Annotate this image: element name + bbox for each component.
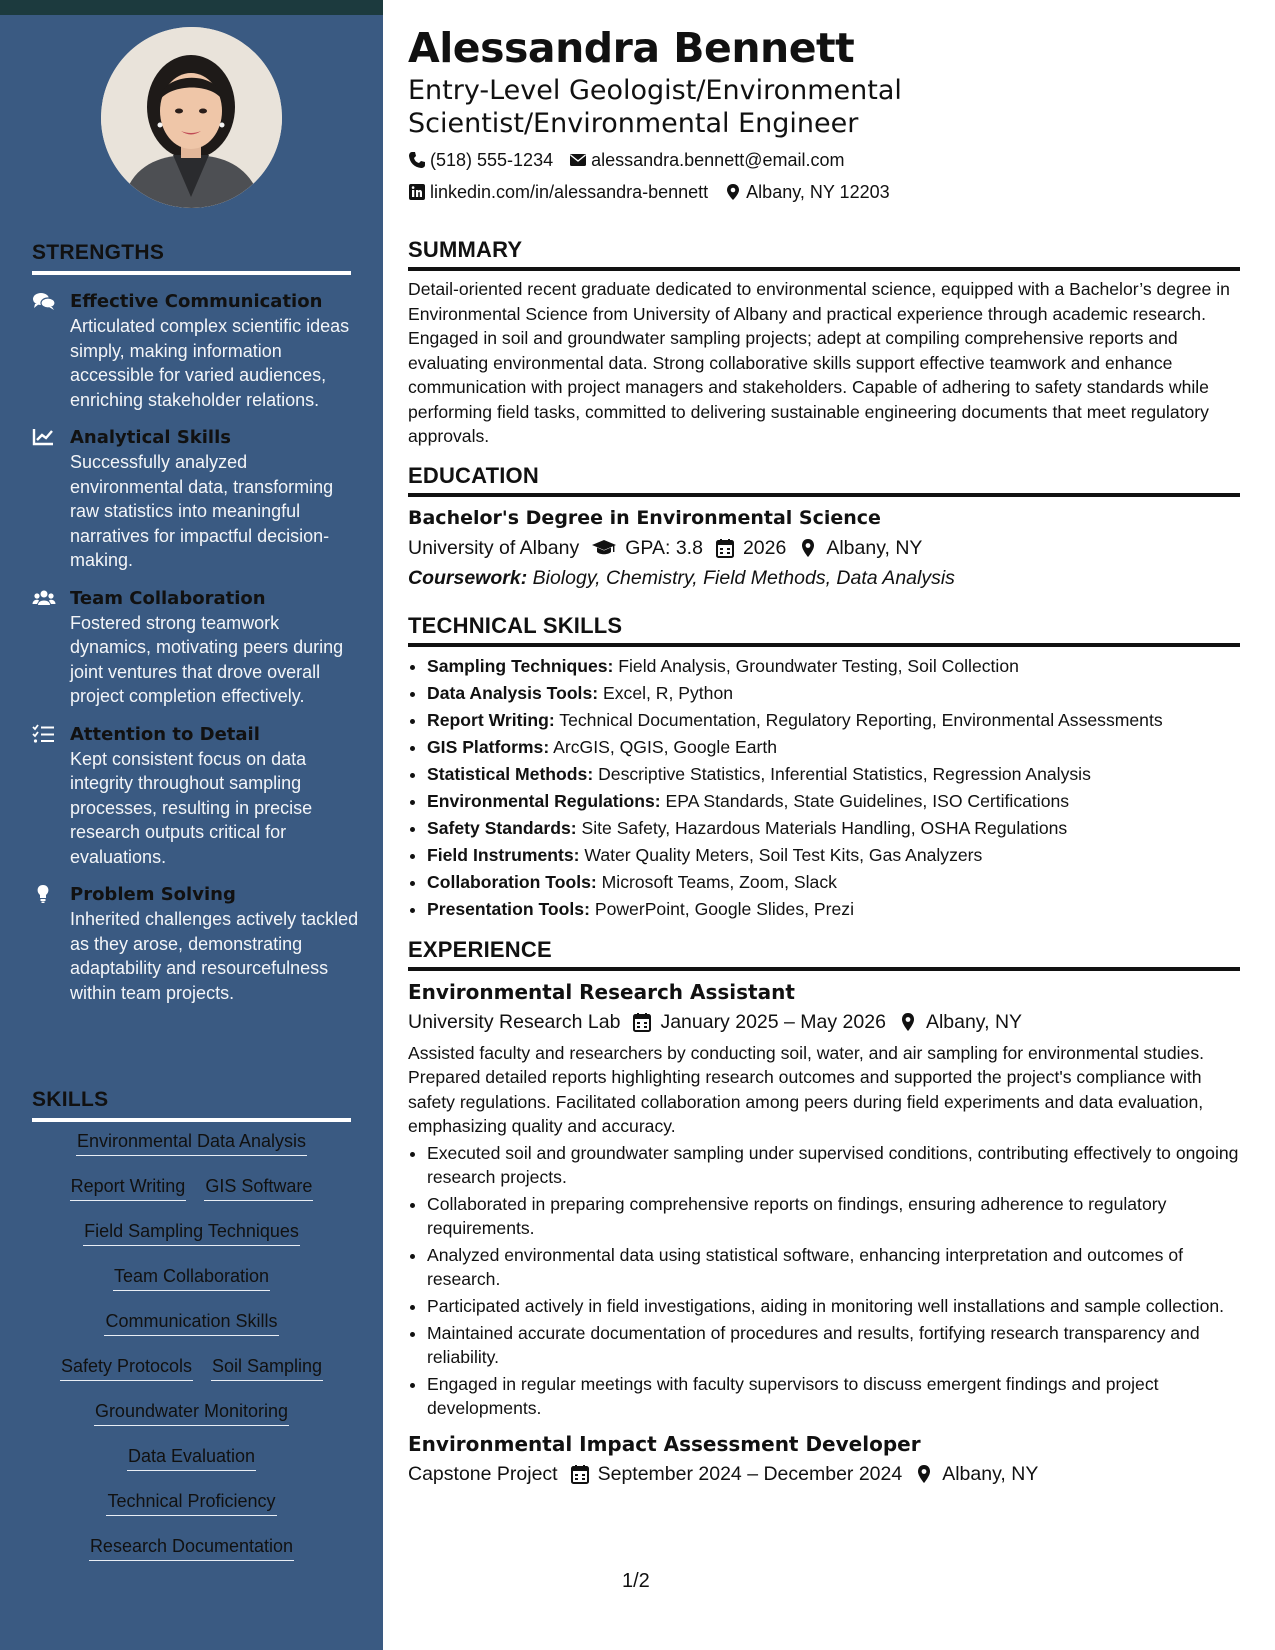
candidate-name: Alessandra Bennett [408, 24, 855, 72]
degree-title: Bachelor's Degree in Environmental Science [408, 506, 881, 529]
map-pin-icon [898, 1012, 918, 1032]
users-icon [32, 588, 56, 608]
skill-tag: Safety Protocols [60, 1353, 193, 1381]
education-section [408, 462, 1240, 594]
job-bullets [408, 1141, 1240, 1422]
contact-row [408, 176, 1240, 208]
strength-item [32, 883, 362, 1005]
education-location: Albany, NY [826, 536, 923, 559]
email-text: alessandra.bennett@email.com [591, 150, 845, 170]
job-dates: September 2024 – December 2024 [597, 1463, 903, 1486]
strength-item [32, 723, 362, 870]
school-name: University of Albany [408, 536, 580, 559]
job-entry [408, 1429, 1240, 1489]
job-entry [408, 977, 1240, 1422]
comments-icon [32, 291, 56, 311]
list-item: • Executed soil and groundwater sampling under supervised conditions, contributing effectively to ongoing research projects. [427, 1141, 1240, 1190]
strength-title: Attention to Detail [70, 723, 260, 745]
skill-tag: Report Writing [70, 1173, 187, 1201]
skill-tag: Field Sampling Techniques [83, 1218, 300, 1246]
job-org: University Research Lab [408, 1010, 621, 1033]
email-contact[interactable] [569, 144, 844, 176]
list-item: • Analyzed environmental data using statistical software, enhancing interpretation and outcomes of research. [427, 1243, 1240, 1292]
coursework-list: Biology, Chemistry, Field Methods, Data Analysis [532, 566, 955, 589]
graduation-cap-icon [591, 538, 617, 558]
strengths-heading: STRENGTHS [32, 241, 351, 275]
job-dates: January 2025 – May 2026 [660, 1010, 886, 1033]
skill-tag: Team Collaboration [113, 1263, 270, 1291]
skill-tag: Communication Skills [104, 1308, 278, 1336]
list-item: • Presentation Tools: PowerPoint, Google Slides, Prezi [427, 896, 1240, 923]
calendar-icon [632, 1012, 652, 1032]
strength-desc: Articulated complex scientific ideas simply, making information accessible for varied audiences, enriching stakeholder relations. [70, 316, 350, 410]
strengths-list [32, 290, 362, 1019]
list-item: • Engaged in regular meetings with faculty supervisors to discuss emergent findings and project developments. [427, 1372, 1240, 1421]
linkedin-contact[interactable] [408, 176, 708, 208]
phone-text: (518) 555-1234 [430, 150, 554, 170]
coursework-label: Coursework: [408, 566, 528, 589]
calendar-icon [715, 538, 735, 558]
list-item: • Field Instruments: Water Quality Meters, Soil Test Kits, Gas Analyzers [427, 842, 1240, 869]
job-location: Albany, NY [942, 1463, 1039, 1486]
list-item: • Environmental Regulations: EPA Standards, State Guidelines, ISO Certifications [427, 788, 1240, 815]
skill-tag: Environmental Data Analysis [76, 1128, 307, 1156]
list-item: • Statistical Methods: Descriptive Statistics, Inferential Statistics, Regression Analysis [427, 761, 1240, 788]
profile-photo [101, 27, 282, 208]
contact-row [408, 144, 1240, 176]
strength-item [32, 290, 362, 412]
lightbulb-icon [32, 884, 56, 904]
strength-title: Analytical Skills [70, 427, 231, 448]
job-title: Environmental Research Assistant [408, 979, 795, 1004]
main-content [408, 22, 1240, 1489]
skill-tag: GIS Software [204, 1173, 313, 1201]
strength-desc: Inherited challenges actively tackled as they arose, demonstrating adaptability and resourcefulness within team projects. [70, 909, 359, 1003]
job-meta [408, 1007, 1240, 1037]
job-meta [408, 1459, 1240, 1489]
gpa-text: GPA: 3.8 [625, 536, 703, 559]
strength-item [32, 587, 362, 709]
list-item: • Participated actively in field investigations, aiding in monitoring well installations and sample collection. [427, 1294, 1240, 1319]
list-item: • Sampling Techniques: Field Analysis, Groundwater Testing, Soil Collection [427, 653, 1240, 680]
list-item: • GIS Platforms: ArcGIS, QGIS, Google Earth [427, 734, 1240, 761]
skill-tag: Data Evaluation [127, 1443, 256, 1471]
list-item: • Maintained accurate documentation of procedures and results, fortifying research transparency and reliability. [427, 1321, 1240, 1370]
map-pin-icon [914, 1464, 934, 1484]
summary-section [408, 236, 1240, 449]
education-heading: EDUCATION [408, 462, 1240, 497]
skill-tag: Technical Proficiency [106, 1488, 276, 1516]
strength-item [32, 426, 362, 573]
strength-title: Effective Communication [70, 291, 323, 312]
list-item: • Collaborated in preparing comprehensive reports on findings, ensuring adherence to regulatory requirements. [427, 1192, 1240, 1241]
skill-tag: Groundwater Monitoring [94, 1398, 289, 1426]
strength-desc: Fostered strong teamwork dynamics, motivating peers during joint ventures that drove overall project completion effectively. [70, 612, 344, 706]
candidate-title: Entry-Level Geologist/Environmental Scientist/Environmental Engineer [408, 75, 902, 139]
skill-tag: Soil Sampling [211, 1353, 323, 1381]
experience-heading: EXPERIENCE [408, 936, 1240, 971]
phone-icon [408, 151, 426, 169]
summary-text: Detail-oriented recent graduate dedicated to environmental science, equipped with a Bachelor’s degree in Environmental Science from University of Albany and practical experience through academic research. Engaged in soil and groundwater sampling projects; adept at compiling comprehensive reports and evaluating environmental data. Strong collaborative skills support effective teamwork and enhance communication with project managers and stakeholders. Capable of adhering to safety standards while performing field tasks, committed to delivering sustainable engineering documents that meet regulatory approvals. [408, 279, 1230, 446]
job-title: Environmental Impact Assessment Developer [408, 1432, 921, 1457]
technical-skills-heading: TECHNICAL SKILLS [408, 612, 1240, 647]
technical-skills-list [408, 653, 1240, 923]
map-pin-icon [724, 183, 742, 201]
skill-tag: Research Documentation [89, 1533, 294, 1561]
education-meta [408, 533, 1240, 563]
location-text: Albany, NY 12203 [746, 182, 890, 202]
job-description: Assisted faculty and researchers by conducting soil, water, and air sampling for environmental studies. Prepared detailed reports highlighting research outcomes and supported the project's compliance with safety regulations. Facilitated collaboration among peers during field experiments and data evaluation, emphasizing quality and accuracy. [408, 1042, 1205, 1136]
technical-skills-section [408, 612, 1240, 923]
linkedin-text: linkedin.com/in/alessandra-bennett [430, 182, 709, 202]
graduation-year: 2026 [742, 536, 787, 559]
sidebar-top-bar [0, 0, 383, 15]
list-item: • Report Writing: Technical Documentation, Regulatory Reporting, Environmental Assessments [427, 707, 1240, 734]
page-number: 1/2 [622, 1570, 650, 1592]
map-pin-icon [798, 538, 818, 558]
checklist-icon [32, 724, 56, 744]
chart-line-icon [32, 427, 56, 447]
job-location: Albany, NY [925, 1010, 1023, 1033]
strength-title: Team Collaboration [70, 587, 266, 609]
calendar-icon [570, 1464, 590, 1484]
location-contact [724, 176, 889, 208]
skills-heading: SKILLS [32, 1088, 351, 1122]
experience-section [408, 936, 1240, 1490]
job-org: Capstone Project [408, 1463, 558, 1486]
strength-desc: Successfully analyzed environmental data, transforming raw statistics into meaningful narratives for impactful decision-making. [70, 452, 334, 570]
linkedin-icon [408, 183, 426, 201]
list-item: • Collaboration Tools: Microsoft Teams, Zoom, Slack [427, 869, 1240, 896]
summary-heading: SUMMARY [408, 236, 1240, 271]
skills-list [32, 1128, 351, 1578]
envelope-icon [569, 151, 587, 169]
list-item: • Data Analysis Tools: Excel, R, Python [427, 680, 1240, 707]
strength-title: Problem Solving [70, 884, 236, 905]
phone-contact [408, 144, 553, 176]
coursework-line [408, 563, 1240, 594]
strength-desc: Kept consistent focus on data integrity throughout sampling processes, resulting in precise research outputs critical for evaluations. [70, 748, 313, 867]
list-item: • Safety Standards: Site Safety, Hazardous Materials Handling, OSHA Regulations [427, 815, 1240, 842]
